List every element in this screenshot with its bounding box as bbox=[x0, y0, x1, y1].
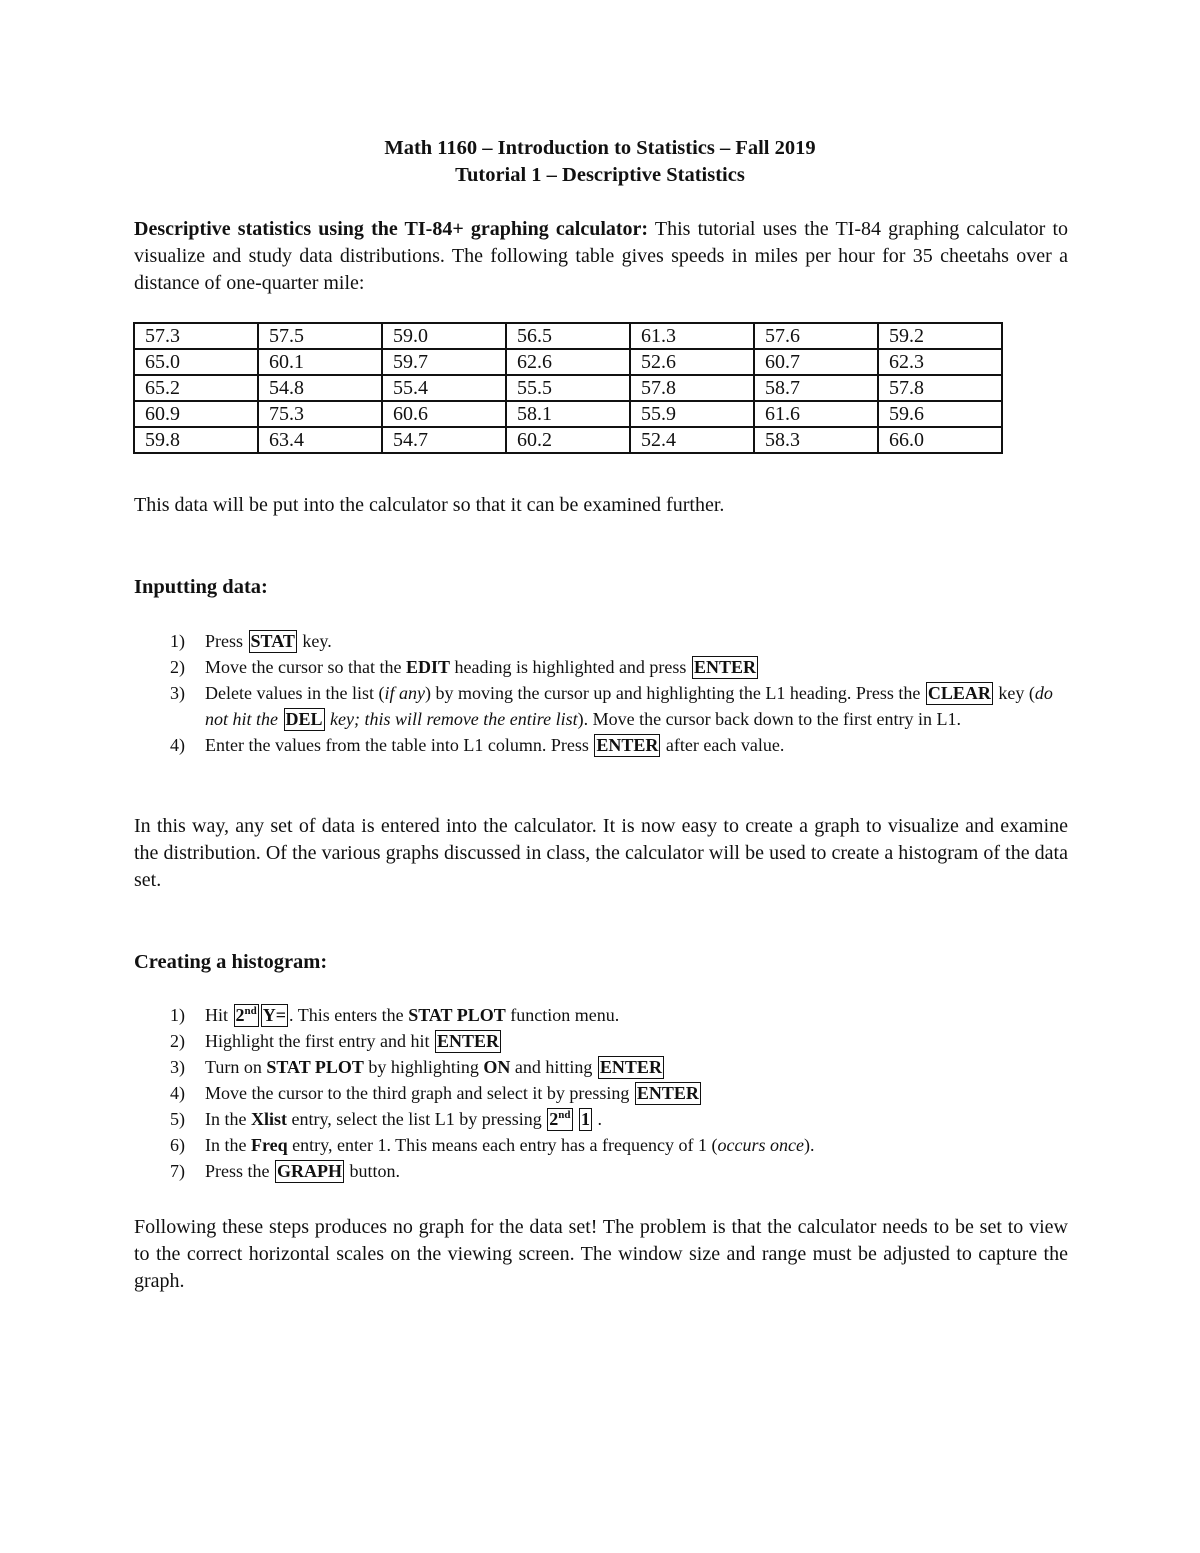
step-number: 7) bbox=[170, 1161, 185, 1181]
table-cell: 65.2 bbox=[134, 375, 258, 401]
step-text: ). bbox=[803, 1135, 815, 1155]
table-cell: 61.3 bbox=[630, 323, 754, 349]
table-cell: 52.4 bbox=[630, 427, 754, 453]
table-row bbox=[134, 375, 1002, 401]
table-cell: 57.6 bbox=[754, 323, 878, 349]
step-number: 3) bbox=[170, 1057, 185, 1077]
step-text: Highlight the first entry and hit bbox=[205, 1031, 434, 1051]
table-cell: 63.4 bbox=[258, 427, 382, 453]
list-item bbox=[134, 680, 1074, 732]
y-equals-key: Y= bbox=[262, 1005, 287, 1025]
table-cell: 56.5 bbox=[506, 323, 630, 349]
table-cell: 59.6 bbox=[878, 401, 1002, 427]
step-bold: STAT PLOT bbox=[408, 1005, 506, 1025]
step-bold: STAT PLOT bbox=[266, 1057, 364, 1077]
table-cell: 60.9 bbox=[134, 401, 258, 427]
step-text: Press the bbox=[205, 1161, 274, 1181]
step-italic: key; this will remove the entire list bbox=[325, 709, 578, 729]
step-text: Move the cursor so that the bbox=[205, 657, 406, 677]
step-bold: Xlist bbox=[250, 1109, 287, 1129]
step-text: and hitting bbox=[510, 1057, 597, 1077]
step-text: entry, enter 1. This means each entry has a frequency of 1 ( bbox=[287, 1135, 718, 1155]
step-italic: do not hit the bbox=[205, 683, 1053, 729]
tutorial-title: Tutorial 1 – Descriptive Statistics bbox=[455, 164, 745, 186]
second-key bbox=[547, 1108, 572, 1131]
second-key bbox=[234, 1004, 259, 1027]
step-text: by highlighting bbox=[363, 1057, 484, 1077]
step-number: 4) bbox=[170, 735, 185, 755]
list-item bbox=[134, 1002, 1074, 1028]
table-cell: 62.6 bbox=[506, 349, 630, 375]
step-italic: occurs once bbox=[717, 1135, 804, 1155]
step-bold: ON bbox=[483, 1057, 511, 1077]
step-text: Turn on bbox=[205, 1057, 267, 1077]
graph-key: GRAPH bbox=[277, 1161, 342, 1181]
step-number: 1) bbox=[170, 631, 185, 651]
table-cell: 57.3 bbox=[134, 323, 258, 349]
one-key: 1 bbox=[581, 1109, 591, 1129]
final-paragraph: Following these steps produces no graph for the data set! The problem is that the calculator needs to be set to view to the correct horizontal scales on the viewing screen. The window size and range must be adjusted to capture the graph. bbox=[134, 1216, 1068, 1293]
step-number: 3) bbox=[170, 683, 185, 703]
table-row bbox=[134, 401, 1002, 427]
intro-paragraph bbox=[134, 216, 1068, 298]
table-row bbox=[134, 349, 1002, 375]
step-number: 2) bbox=[170, 657, 185, 677]
step-number: 5) bbox=[170, 1109, 185, 1129]
clear-key: CLEAR bbox=[927, 683, 991, 703]
list-item bbox=[134, 654, 1074, 680]
table-cell: 58.7 bbox=[754, 375, 878, 401]
step-text: Hit bbox=[205, 1005, 233, 1025]
table-cell: 59.8 bbox=[134, 427, 258, 453]
table-cell: 60.1 bbox=[258, 349, 382, 375]
middle-paragraph: In this way, any set of data is entered into the calculator. It is now easy to create a graph to visualize and examine the distribution. Of the various graphs discussed in class, the calculator will be used to create a histogram of the data set. bbox=[134, 815, 1068, 892]
del-key: DEL bbox=[285, 709, 323, 729]
table-cell: 52.6 bbox=[630, 349, 754, 375]
enter-key: ENTER bbox=[693, 657, 756, 677]
list-item bbox=[134, 1054, 1074, 1080]
step-text: . bbox=[597, 1109, 603, 1129]
list-item bbox=[134, 1132, 1074, 1158]
intro-text: This tutorial uses the TI-84 graphing calculator to visualize and study data distributions. The following table gives speeds in miles per hour for 35 cheetahs over a distance of one-quarter mile: bbox=[134, 218, 1068, 295]
step-text: heading is highlighted and press bbox=[449, 657, 691, 677]
table-cell: 60.7 bbox=[754, 349, 878, 375]
table-cell: 57.8 bbox=[630, 375, 754, 401]
key-label: 2 bbox=[235, 1005, 245, 1025]
table-cell: 62.3 bbox=[878, 349, 1002, 375]
inputting-steps bbox=[134, 628, 1074, 758]
table-cell: 55.9 bbox=[630, 401, 754, 427]
stat-key: STAT bbox=[250, 631, 295, 651]
table-cell: 55.5 bbox=[506, 375, 630, 401]
table-cell: 55.4 bbox=[382, 375, 506, 401]
table-cell: 59.2 bbox=[878, 323, 1002, 349]
table-cell: 61.6 bbox=[754, 401, 878, 427]
step-text: button. bbox=[345, 1161, 401, 1181]
table-cell: 58.1 bbox=[506, 401, 630, 427]
step-text: key. bbox=[297, 631, 332, 651]
table-cell: 75.3 bbox=[258, 401, 382, 427]
enter-key: ENTER bbox=[436, 1031, 499, 1051]
step-text: In the bbox=[205, 1109, 251, 1129]
table-cell: 57.5 bbox=[258, 323, 382, 349]
histogram-steps bbox=[134, 1002, 1074, 1184]
step-text: ). Move the cursor back down to the first entry in L1. bbox=[577, 709, 962, 729]
step-text: In the bbox=[205, 1135, 251, 1155]
table-cell: 66.0 bbox=[878, 427, 1002, 453]
step-bold: Freq bbox=[250, 1135, 288, 1155]
table-cell: 54.8 bbox=[258, 375, 382, 401]
step-text: Delete values in the list ( bbox=[205, 683, 385, 703]
step-text: Press bbox=[205, 631, 248, 651]
table-cell: 65.0 bbox=[134, 349, 258, 375]
step-italic: if any bbox=[384, 683, 425, 703]
key-superscript: nd bbox=[558, 1109, 571, 1121]
table-row bbox=[134, 427, 1002, 453]
enter-key: ENTER bbox=[596, 735, 659, 755]
step-text: function menu. bbox=[505, 1005, 620, 1025]
table-cell: 54.7 bbox=[382, 427, 506, 453]
list-item bbox=[134, 1158, 1074, 1184]
table-cell: 60.2 bbox=[506, 427, 630, 453]
list-item bbox=[134, 1080, 1074, 1106]
table-cell: 59.0 bbox=[382, 323, 506, 349]
after-table-text: This data will be put into the calculator so that it can be examined further. bbox=[134, 494, 725, 516]
intro-lead: Descriptive statistics using the TI-84+ graphing calculator: bbox=[134, 218, 649, 240]
step-number: 2) bbox=[170, 1031, 185, 1051]
table-cell: 59.7 bbox=[382, 349, 506, 375]
step-text: ) by moving the cursor up and highlighting the L1 heading. Press the bbox=[424, 683, 925, 703]
list-item bbox=[134, 1106, 1074, 1132]
list-item bbox=[134, 732, 1074, 758]
step-text: key ( bbox=[993, 683, 1035, 703]
enter-key: ENTER bbox=[636, 1083, 699, 1103]
inputting-heading: Inputting data: bbox=[134, 576, 268, 598]
key-superscript: nd bbox=[244, 1005, 257, 1017]
step-number: 4) bbox=[170, 1083, 185, 1103]
key-label: 2 bbox=[549, 1109, 559, 1129]
table-row bbox=[134, 323, 1002, 349]
cheetah-speed-table bbox=[133, 322, 1003, 454]
step-text: . This enters the bbox=[289, 1005, 409, 1025]
enter-key: ENTER bbox=[599, 1057, 662, 1077]
table-cell: 57.8 bbox=[878, 375, 1002, 401]
step-number: 1) bbox=[170, 1005, 185, 1025]
table-cell: 58.3 bbox=[754, 427, 878, 453]
list-item bbox=[134, 1028, 1074, 1054]
histogram-heading: Creating a histogram: bbox=[134, 951, 328, 973]
table-cell: 60.6 bbox=[382, 401, 506, 427]
step-number: 6) bbox=[170, 1135, 185, 1155]
edit-heading-text: EDIT bbox=[405, 657, 450, 677]
list-item bbox=[134, 628, 1074, 654]
step-text: entry, select the list L1 by pressing bbox=[286, 1109, 547, 1129]
step-text: after each value. bbox=[661, 735, 785, 755]
course-title: Math 1160 – Introduction to Statistics – Fall 2019 bbox=[384, 137, 816, 159]
step-text: Move the cursor to the third graph and select it by pressing bbox=[205, 1083, 634, 1103]
step-text: Enter the values from the table into L1 column. Press bbox=[205, 735, 594, 755]
